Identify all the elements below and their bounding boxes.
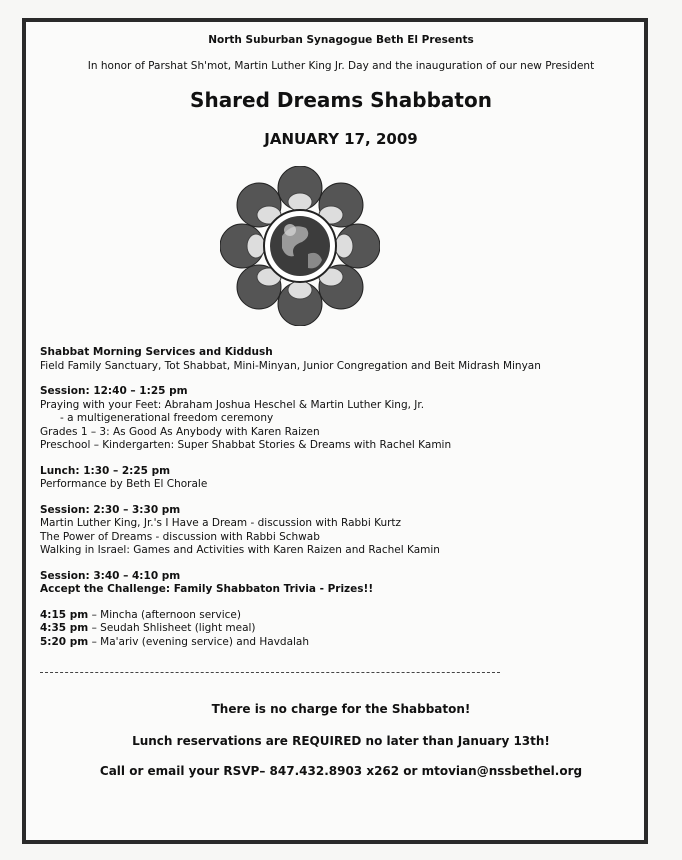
reservation-note: Lunch reservations are REQUIRED no later than January 13th! — [132, 734, 550, 748]
morning-heading: Shabbat Morning Services and Kiddush — [40, 346, 273, 358]
globe-flower-emblem-icon — [220, 166, 380, 326]
session1-line: Grades 1 – 3: As Good As Anybody with Karen Raizen — [40, 425, 320, 438]
evening-item: 4:15 pm – Mincha (afternoon service) — [40, 608, 241, 621]
program-schedule — [40, 346, 600, 649]
session1-heading: Session: 12:40 – 1:25 pm — [40, 385, 188, 397]
session1-line: Praying with your Feet: Abraham Joshua Heschel & Martin Luther King, Jr. — [40, 398, 425, 411]
session3-line: Accept the Challenge: Family Shabbaton Trivia - Prizes!! — [40, 583, 374, 595]
honor-line: In honor of Parshat Sh'mot, Martin Luther King Jr. Day and the inauguration of our new President — [87, 60, 595, 72]
morning-detail: Field Family Sanctuary, Tot Shabbat, Mini-Minyan, Junior Congregation and Beit Midrash Minyan — [40, 359, 541, 372]
session1-line: - a multigenerational freedom ceremony — [60, 412, 274, 424]
event-date: JANUARY 17, 2009 — [264, 130, 418, 148]
rsvp-contact: Call or email your RSVP– 847.432.8903 x262 or mtovian@nssbethel.org — [99, 764, 583, 778]
session2-heading: Session: 2:30 – 3:30 pm — [40, 503, 181, 516]
lunch-line: Performance by Beth El Chorale — [40, 478, 208, 490]
session2-line: The Power of Dreams - discussion with Rabbi Schwab — [40, 530, 320, 543]
session1-line: Preschool – Kindergarten: Super Shabbat Stories & Dreams with Rachel Kamin — [40, 439, 452, 451]
presenter-line: North Suburban Synagogue Beth El Presents — [208, 34, 474, 46]
session2-line: Walking in Israel: Games and Activities with Karen Raizen and Rachel Kamin — [40, 544, 440, 556]
page-title: Shared Dreams Shabbaton — [190, 88, 492, 112]
session2-line: Martin Luther King, Jr.'s I Have a Dream - discussion with Rabbi Kurtz — [40, 517, 402, 529]
lunch-heading: Lunch: 1:30 – 2:25 pm — [40, 464, 171, 477]
evening-item: 4:35 pm – Seudah Shlisheet (light meal) — [40, 622, 256, 634]
evening-item: 5:20 pm – Ma'ariv (evening service) and Havdalah — [40, 635, 310, 648]
session3-heading: Session: 3:40 – 4:10 pm — [40, 569, 181, 582]
no-charge-note: There is no charge for the Shabbaton! — [211, 702, 471, 716]
divider — [40, 672, 500, 673]
